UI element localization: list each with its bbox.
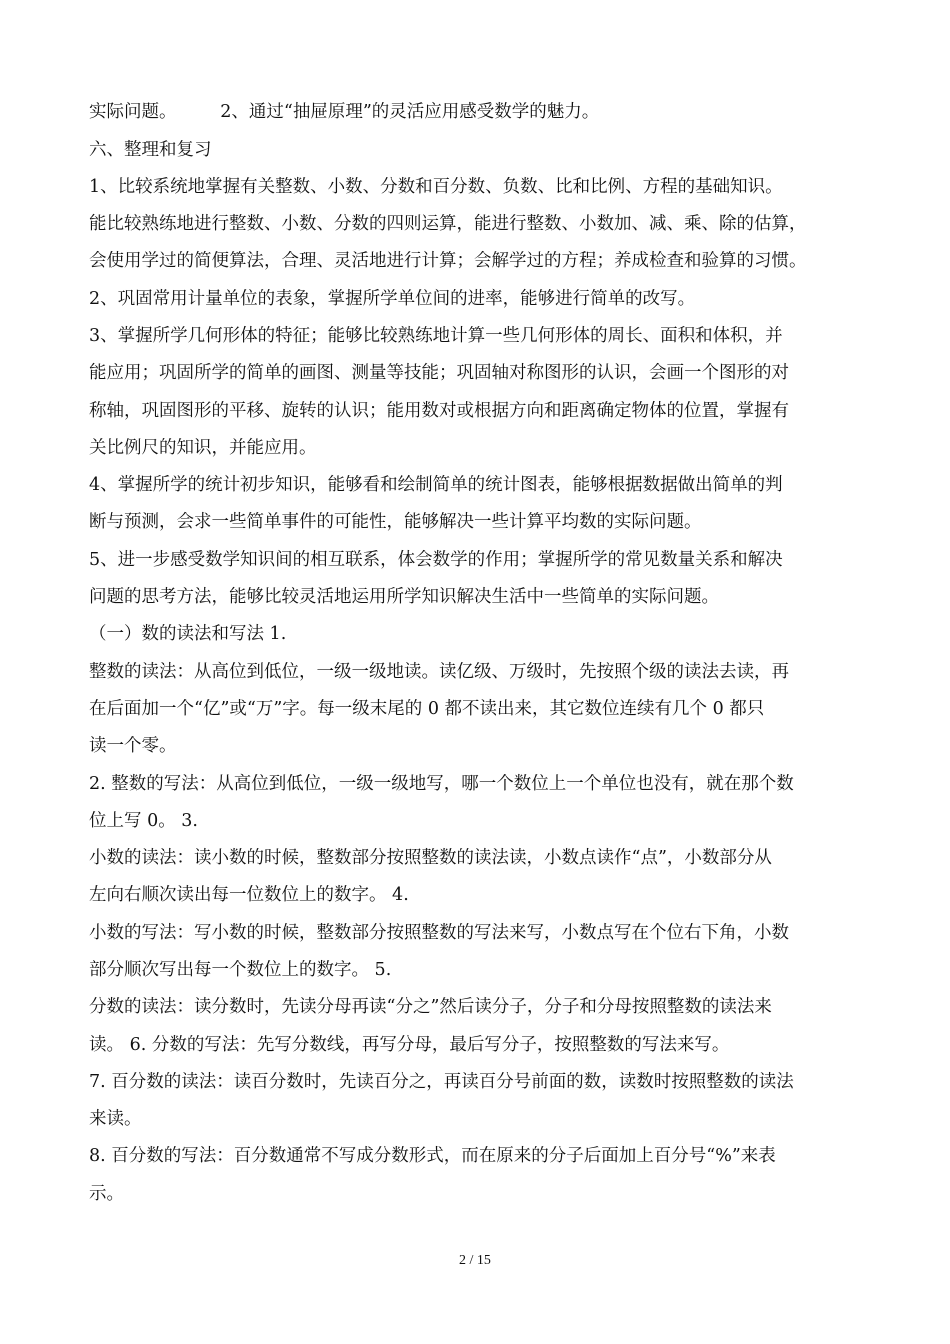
text-line: 问题的思考方法，能够比较灵活地运用所学知识解决生活中一些简单的实际问题。 [89,587,719,607]
text-line: 1、比较系统地掌握有关整数、小数、分数和百分数、负数、比和比例、方程的基础知识。 [89,177,783,197]
text-line: 来读。 [89,1109,142,1129]
text-line: 3、掌握所学几何形体的特征；能够比较熟练地计算一些几何形体的周长、面积和体积，并 [89,326,783,346]
text-line: 关比例尺的知识，并能应用。 [89,438,317,458]
text-line: 部分顺次写出每一个数位上的数字。 5. [89,960,392,980]
text-line: 会使用学过的简便算法，合理、灵活地进行计算；会解学过的方程；养成检查和验算的习惯。 [89,251,807,271]
text-line: 读一个零。 [89,736,177,756]
text-line: 能比较熟练地进行整数、小数、分数的四则运算，能进行整数、小数加、减、乘、除的估算， [89,214,807,234]
text-line: 4、掌握所学的统计初步知识，能够看和绘制简单的统计图表，能够根据数据做出简单的判 [89,475,783,495]
text-line: 称轴，巩固图形的平移、旋转的认识；能用数对或根据方向和距离确定物体的位置，掌握有 [89,401,789,421]
page-number: 2 / 15 [459,1253,491,1268]
text-line: 整数的读法：从高位到低位，一级一级地读。读亿级、万级时，先按照个级的读法去读，再 [89,662,789,682]
text-line: 小数的读法：读小数的时候，整数部分按照整数的读法读，小数点读作“点”，小数部分从 [89,848,772,868]
text-line: 读。 6. 分数的写法：先写分数线，再写分母，最后写分子，按照整数的写法来写。 [89,1035,730,1055]
text-line: 实际问题。 2、通过“抽屉原理”的灵活应用感受数学的魅力。 [89,102,600,122]
text-line: 能应用；巩固所学的简单的画图、测量等技能；巩固轴对称图形的认识，会画一个图形的对 [89,363,789,383]
text-line: 左向右顺次读出每一位数位上的数字。 4. [89,885,409,905]
text-line: 在后面加一个“亿”或“万”字。每一级末尾的 0 都不读出来，其它数位连续有几个 0 都只 [89,699,765,719]
subsection-heading: （一）数的读法和写法 1. [89,624,287,644]
text-line: 分数的读法：读分数时，先读分母再读“分之”然后读分子，分子和分母按照整数的读法来 [89,997,772,1017]
text-line: 小数的写法：写小数的时候，整数部分按照整数的写法来写，小数点写在个位右下角，小数 [89,923,789,943]
text-line: 示。 [89,1184,124,1204]
text-line: 位上写 0。 3. [89,811,198,831]
section-heading: 六、整理和复习 [89,140,212,160]
text-line: 7. 百分数的读法：读百分数时，先读百分之，再读百分号前面的数，读数时按照整数的读法 [89,1072,794,1092]
text-line: 5、进一步感受数学知识间的相互联系，体会数学的作用；掌握所学的常见数量关系和解决 [89,550,783,570]
text-line: 2. 整数的写法：从高位到低位，一级一级地写，哪一个数位上一个单位也没有，就在那个数 [89,774,794,794]
text-line: 断与预测，会求一些简单事件的可能性，能够解决一些计算平均数的实际问题。 [89,512,702,532]
text-line: 8. 百分数的写法：百分数通常不写成分数形式，而在原来的分子后面加上百分号“%”来表 [89,1146,776,1166]
text-line: 2、巩固常用计量单位的表象，掌握所学单位间的进率，能够进行简单的改写。 [89,289,696,309]
